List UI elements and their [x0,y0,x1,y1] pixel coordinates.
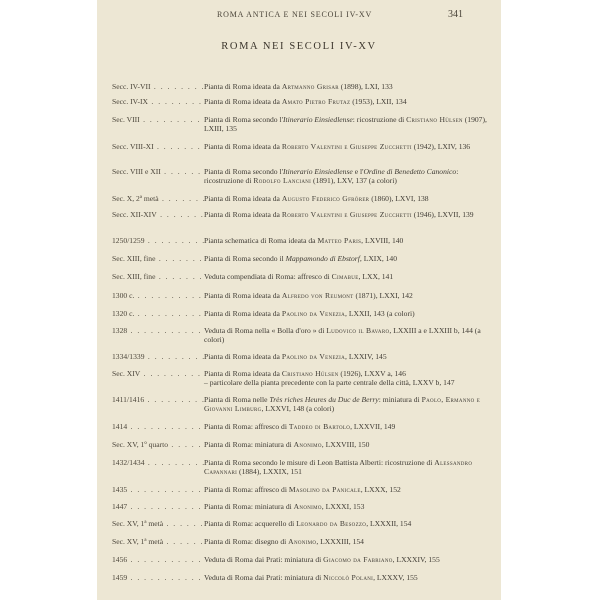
author-name: Paolo, Ermanno e Giovanni Limburg [204,395,481,413]
entry-text: Pianta di Roma: affresco di [204,422,289,431]
entry-text: (1907), LXIII, 135 [204,115,487,133]
author-name: Anonimo [288,537,317,546]
entry-text: (1860), LXVI, 138 [369,194,429,203]
entry-text: , LXXVIII, 150 [321,440,370,449]
author-name: Paolino da Venezia [281,352,346,361]
entry-text: Pianta schematica di Roma ideata da [204,236,318,245]
entry-description [204,167,494,185]
entry-text: , LXXX, 152 [360,485,401,494]
entry-text: , LXXIII a e LXXIII b, 144 (a colori) [204,326,481,344]
entry-text: , LXXVI, 148 (a colori) [261,404,335,413]
author-name: Paolino da Venezia [281,309,346,318]
entry-description [204,395,494,413]
author-name: Taddeo di Bartolo [288,422,351,431]
page-number: 341 [448,9,463,20]
entry-text: Pianta di Roma ideata da [204,369,282,378]
entry-date: Sec. VIII . . . [112,115,204,124]
entry-text: Pianta di Roma: disegno di [204,537,289,546]
entry-description [204,115,494,133]
entry-date: 1456 . . . [112,555,204,564]
section-title: ROMA NEI SECOLI IV-XV [221,41,377,52]
entry-description [204,194,494,203]
entry-date: 1334/1339 . . . [112,352,204,361]
entry-text: (1946), LXVII, 139 [411,210,474,219]
entry-date: 1250/1259 . . . [112,236,204,245]
author-name: Anonimo [293,440,322,449]
entry-text: Pianta di Roma ideata da [204,142,282,151]
entry-description [204,440,494,449]
entry-description [204,82,494,91]
author-name: Niccolò Polani [323,573,374,582]
author-name: Cristiano Hülsen [406,115,463,124]
work-title: Mappamondo di Ebstorf [285,254,360,263]
entry-date: 1447 . . . [112,502,204,511]
entry-text: , LXIX, 140 [359,254,398,263]
entry-text: Pianta di Roma secondo le misure di Leon Battista Alberti: ricostruzione di [204,458,435,467]
entry-date: 1414 . . . [112,422,204,431]
page-header [97,6,501,26]
entry-text: , LXVIII, 140 [361,236,404,245]
entry-text: Pianta di Roma ideata da [204,309,282,318]
entry-text: Pianta di Roma ideata da [204,352,282,361]
entry-description [204,485,494,494]
entry-text: (1926), LXXV a, 146 [338,369,406,378]
author-name: Masolino da Panicale [288,485,361,494]
entry-description [204,142,494,151]
entry-text: e l' [352,167,364,176]
running-title: ROMA ANTICA E NEI SECOLI IV-XV [217,10,373,19]
entry-date: Secc. IV-IX . . . [112,97,204,106]
entry-date: 1432/1434 . . . [112,458,204,467]
entry-date: 1328 . . . [112,326,204,335]
work-title: Itinerario Einsiedlense [282,115,353,124]
entry-text: Veduta di Roma nella « Bolla d'oro » di [204,326,327,335]
entry-date: Sec. XV, 1ª metà . . . [112,537,204,546]
entry-date: Secc. VIII-XI . . . [112,142,204,151]
author-name: Rodolfo Lanciani [253,176,312,185]
entry-description [204,272,494,281]
entry-text: , LXX, 141 [358,272,394,281]
entry-description [204,97,494,106]
entry-text: , LXXIV, 145 [345,352,387,361]
author-name: Cimabue [331,272,359,281]
entry-description [204,422,494,431]
entry-text: (1871), LXXI, 142 [353,291,413,300]
entry-text: Pianta di Roma ideata da [204,82,282,91]
entry-description [204,254,494,263]
book-page [97,0,501,600]
entry-date: 1300 c. . . . [112,291,204,300]
entry-text: , LXXXI, 153 [321,502,365,511]
entry-text: Pianta di Roma secondo il [204,254,286,263]
entry-text: Pianta di Roma: affresco di [204,485,289,494]
author-name: Alessandro Capannari [204,458,473,476]
entry-text: Pianta di Roma secondo l' [204,167,283,176]
author-name: Alfredo von Reumont [281,291,354,300]
entry-date: 1435 . . . [112,485,204,494]
author-name: Amato Pietro Frutaz [281,97,351,106]
entry-text: Pianta di Roma: miniatura di [204,440,294,449]
entry-description [204,236,494,245]
author-name: Artmanno Grisar [281,82,339,91]
entry-description [204,210,494,219]
entry-description [204,519,494,528]
author-name: Ludovico il Bavaro [326,326,390,335]
entry-description [204,537,494,546]
entry-text: Pianta di Roma: acquerello di [204,519,297,528]
author-name: Matteo Paris [317,236,362,245]
entry-text: Veduta di Roma dai Prati: miniatura di [204,555,324,564]
entry-description [204,326,494,344]
entry-text: Pianta di Roma ideata da [204,194,282,203]
work-title: Ordine di Benedetto Canonico [363,167,457,176]
entry-text: Veduta di Roma dai Prati: miniatura di [204,573,324,582]
entry-description [204,573,494,582]
entry-date: Sec. XV, 1ª metà . . . [112,519,204,528]
entry-description [204,309,494,318]
entry-date: Secc. VIII e XII . . . [112,167,204,176]
author-name: Cristiano Hülsen [281,369,339,378]
entry-date: Sec. XIV . . . [112,369,204,378]
entry-text: (1942), LXIV, 136 [411,142,471,151]
author-name: Leonardo da Besozzo [296,519,367,528]
work-title: Très riches Heures du Duc de Berry [269,395,379,404]
entry-description [204,502,494,511]
entry-text: Pianta di Roma ideata da [204,210,282,219]
entry-description [204,369,494,387]
entry-text: , LXXXIII, 154 [316,537,364,546]
author-name: Anonimo [293,502,322,511]
author-name: Giacomo da Fabriano [323,555,393,564]
entry-text: Pianta di Roma secondo l' [204,115,283,124]
entry-text: Pianta di Roma: miniatura di [204,502,294,511]
entry-description [204,458,494,476]
entry-description [204,291,494,300]
entry-description [204,555,494,564]
entry-text: Pianta di Roma nelle [204,395,270,404]
entry-text: (1884), LXXIX, 151 [237,467,302,476]
entry-date: 1320 c. . . . [112,309,204,318]
entry-text: Pianta di Roma ideata da [204,97,282,106]
entry-text: , LXXXV, 155 [373,573,418,582]
entry-date: Sec. XIII, fine . . . [112,272,204,281]
entry-date: 1411/1416 . . . [112,395,204,404]
entry-text: : miniatura di [378,395,422,404]
entry-text: , LXXVII, 149 [350,422,396,431]
entry-subitem: – particolare della pianta precedente con la parte centrale della città, LXXV b, 147 [204,378,455,387]
entry-text: (1898), LXI, 133 [338,82,393,91]
entry-text: : ricostruzione di [352,115,407,124]
author-name: Augusto Federico Gfrörer [281,194,370,203]
entry-date: Sec. XIII, fine . . . [112,254,204,263]
entry-date: Sec. X, 2ª metà . . . [112,194,204,203]
entry-text: (1953), LXII, 134 [350,97,407,106]
entry-date: Secc. XII-XIV . . . [112,210,204,219]
entry-text: , LXXII, 143 (a colori) [345,309,415,318]
entry-text: Pianta di Roma ideata da [204,291,282,300]
entry-description [204,352,494,361]
work-title: Itinerario Einsiedlense [282,167,353,176]
author-name: Roberto Valentini e Giuseppe Zucchetti [281,210,412,219]
entry-date: Sec. XV, 1º quarto . . . [112,440,204,449]
entry-date: Secc. IV-VII . . . [112,82,204,91]
entry-text: (1891), LXV, 137 (a colori) [311,176,397,185]
entry-date: 1459 . . . [112,573,204,582]
entry-text: : ricostruzione di [204,167,459,185]
entry-text: Veduta compendiata di Roma: affresco di [204,272,332,281]
entry-text: , LXXXIV, 155 [392,555,440,564]
author-name: Roberto Valentini e Giuseppe Zucchetti [281,142,412,151]
entry-text: , LXXXII, 154 [366,519,412,528]
